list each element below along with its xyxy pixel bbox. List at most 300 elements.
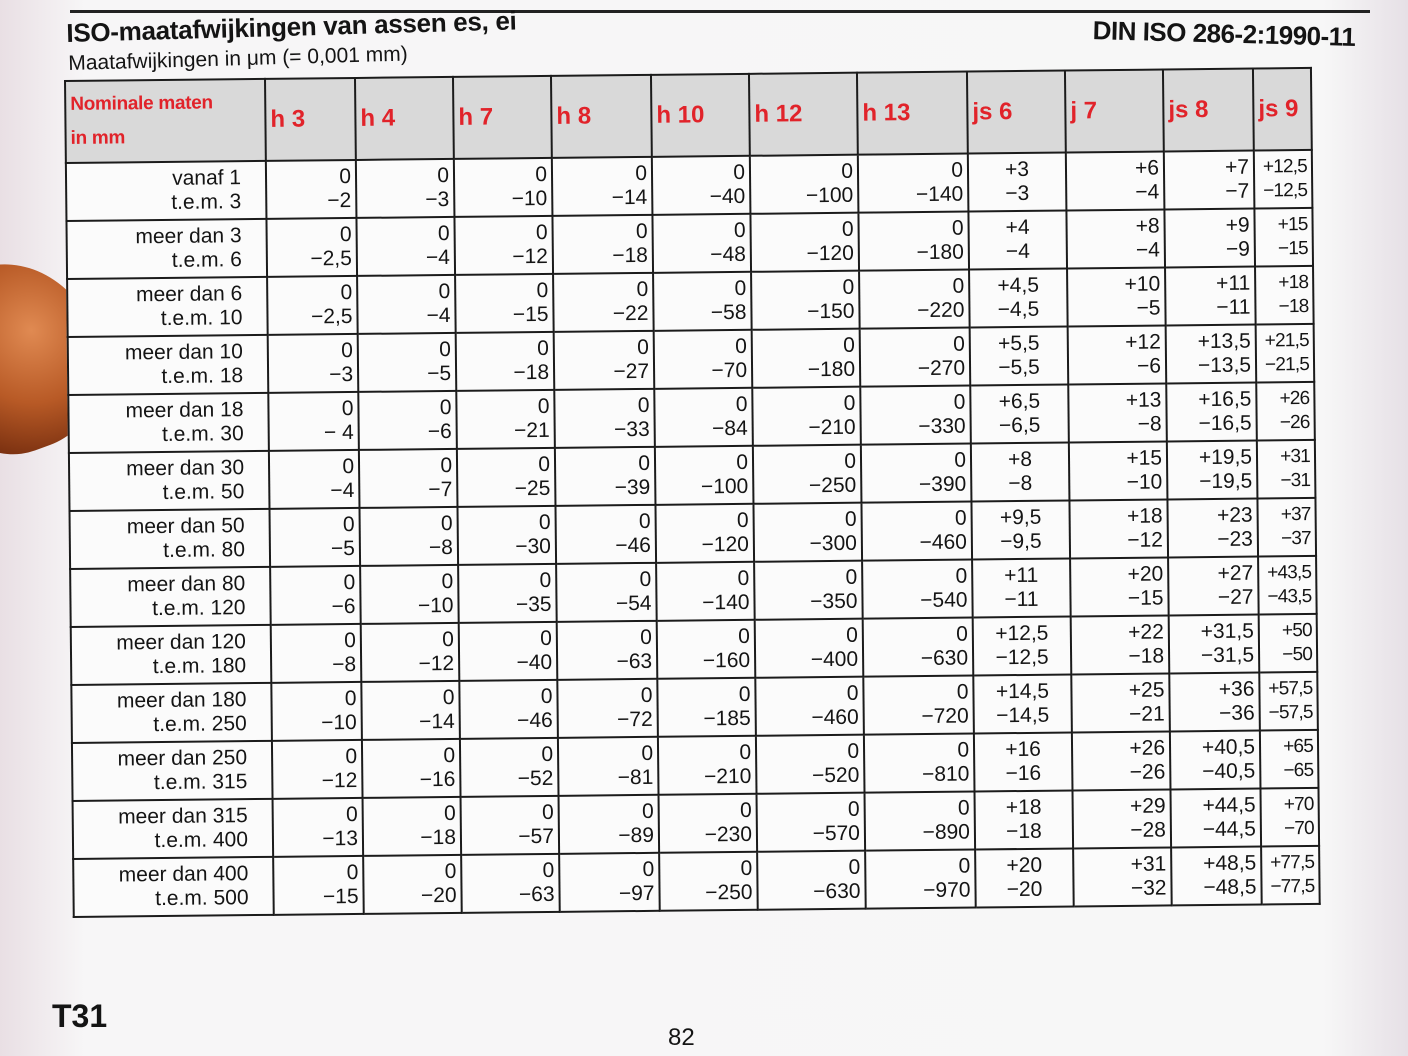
deviation-cell-h12 bbox=[750, 155, 859, 214]
nominal-size-range: meer dan 80 t.e.m. 120 bbox=[70, 567, 271, 627]
lower-deviation: −2,5 bbox=[310, 304, 353, 329]
lower-deviation: −70 bbox=[1283, 817, 1315, 840]
deviation-cell-js8 bbox=[1171, 847, 1262, 906]
deviation-cell-h12 bbox=[755, 619, 864, 678]
lower-deviation: −46 bbox=[615, 533, 652, 558]
upper-deviation: 0 bbox=[955, 564, 968, 588]
lower-deviation: −10 bbox=[321, 710, 357, 735]
upper-deviation: +12 bbox=[1125, 330, 1161, 354]
lower-deviation: −63 bbox=[616, 649, 653, 674]
deviation-cell-h13 bbox=[865, 792, 976, 851]
deviation-cell-h7 bbox=[455, 274, 554, 333]
upper-deviation: +5,5 bbox=[997, 331, 1040, 356]
lower-deviation: −21 bbox=[513, 418, 550, 443]
lower-deviation: −77,5 bbox=[1270, 875, 1315, 898]
lower-deviation: −50 bbox=[1282, 643, 1313, 666]
deviation-cell-h3 bbox=[268, 334, 359, 393]
table-code: T31 bbox=[52, 998, 108, 1034]
deviation-cell-js9 bbox=[1257, 440, 1316, 499]
header-h13: h 13 bbox=[857, 72, 968, 155]
lower-deviation: −44,5 bbox=[1202, 817, 1257, 842]
upper-deviation: 0 bbox=[441, 569, 454, 594]
tolerance-table bbox=[64, 67, 1321, 918]
upper-deviation: 0 bbox=[951, 216, 964, 240]
deviation-cell-h8 bbox=[559, 795, 660, 854]
upper-deviation: 0 bbox=[738, 624, 750, 648]
upper-deviation: 0 bbox=[540, 626, 552, 651]
upper-deviation: 0 bbox=[535, 162, 548, 187]
lower-deviation: −26 bbox=[1279, 411, 1310, 434]
lower-deviation: − 4 bbox=[323, 420, 354, 445]
lower-deviation: −12 bbox=[418, 651, 455, 676]
deviation-cell-h4 bbox=[359, 449, 458, 508]
lower-deviation: −4 bbox=[1135, 238, 1160, 262]
deviation-cell-js9 bbox=[1256, 382, 1315, 441]
lower-deviation: −32 bbox=[1130, 876, 1167, 900]
upper-deviation: 0 bbox=[538, 452, 551, 477]
upper-deviation: 0 bbox=[640, 683, 653, 707]
upper-deviation: +26 bbox=[1279, 387, 1310, 410]
deviation-cell-j7 bbox=[1070, 557, 1169, 616]
deviation-cell-j7 bbox=[1068, 325, 1167, 384]
nominal-size-range: meer dan 180 t.e.m. 250 bbox=[71, 683, 272, 743]
lower-deviation: −23 bbox=[1217, 527, 1253, 551]
deviation-cell-h10 bbox=[658, 736, 757, 795]
header-js6: js 6 bbox=[967, 71, 1066, 154]
deviation-cell-h10 bbox=[655, 504, 754, 563]
upper-deviation: 0 bbox=[344, 686, 357, 711]
deviation-cell-j7 bbox=[1072, 789, 1171, 848]
deviation-cell-js8 bbox=[1166, 383, 1257, 442]
upper-deviation: +18 bbox=[1126, 504, 1163, 528]
deviation-cell-js8 bbox=[1166, 325, 1257, 384]
lower-deviation: −10 bbox=[1126, 470, 1163, 494]
lower-deviation: −70 bbox=[711, 358, 748, 383]
upper-deviation: +18 bbox=[1278, 271, 1309, 294]
upper-deviation: +4,5 bbox=[997, 273, 1040, 298]
upper-deviation: +16,5 bbox=[1198, 387, 1252, 412]
deviation-cell-j7 bbox=[1068, 383, 1167, 442]
upper-deviation: +6 bbox=[1134, 156, 1160, 180]
upper-deviation: 0 bbox=[637, 393, 650, 418]
deviation-cell-h12 bbox=[757, 851, 866, 910]
upper-deviation: 0 bbox=[442, 685, 455, 710]
lower-deviation: −9 bbox=[1225, 237, 1250, 261]
lower-deviation: −630 bbox=[813, 879, 861, 904]
lower-deviation: −270 bbox=[917, 356, 966, 381]
upper-deviation: +7 bbox=[1224, 155, 1250, 179]
upper-deviation: +40,5 bbox=[1201, 735, 1256, 760]
upper-deviation: 0 bbox=[442, 627, 455, 652]
upper-deviation: 0 bbox=[740, 856, 753, 880]
deviation-cell-h8 bbox=[556, 563, 657, 622]
lower-deviation: −27 bbox=[613, 359, 650, 384]
upper-deviation: 0 bbox=[952, 274, 965, 298]
upper-deviation: 0 bbox=[845, 565, 858, 589]
deviation-cell-h13 bbox=[860, 328, 971, 387]
lower-deviation: −25 bbox=[514, 476, 551, 501]
deviation-cell-h8 bbox=[559, 853, 660, 912]
deviation-cell-js9 bbox=[1254, 208, 1313, 267]
upper-deviation: 0 bbox=[346, 860, 359, 885]
lower-deviation: −12 bbox=[321, 768, 358, 793]
upper-deviation: 0 bbox=[844, 507, 857, 531]
deviation-cell-js8 bbox=[1165, 267, 1256, 326]
lower-deviation: −33 bbox=[613, 417, 650, 442]
deviation-cell-h10 bbox=[659, 852, 758, 911]
deviation-cell-h8 bbox=[553, 273, 654, 332]
lower-deviation: −9,5 bbox=[1000, 529, 1042, 554]
lower-deviation: −180 bbox=[916, 240, 964, 265]
lower-deviation: −8 bbox=[428, 535, 454, 560]
deviation-cell-h12 bbox=[756, 735, 865, 794]
header-h4: h 4 bbox=[355, 77, 454, 160]
upper-deviation: 0 bbox=[541, 742, 554, 767]
deviation-cell-h4 bbox=[358, 333, 457, 392]
upper-deviation: +8 bbox=[1135, 214, 1160, 238]
lower-deviation: −10 bbox=[417, 593, 454, 618]
header-h3: h 3 bbox=[265, 78, 356, 161]
lower-deviation: −810 bbox=[921, 762, 970, 787]
nominal-size-range: meer dan 50 t.e.m. 80 bbox=[70, 509, 271, 569]
deviation-cell-h3 bbox=[272, 740, 363, 799]
lower-deviation: −6 bbox=[427, 419, 452, 444]
deviation-cell-js8 bbox=[1164, 151, 1255, 210]
deviation-cell-h3 bbox=[269, 450, 360, 509]
upper-deviation: 0 bbox=[537, 336, 549, 361]
lower-deviation: −4 bbox=[1135, 180, 1160, 204]
lower-deviation: −140 bbox=[915, 182, 964, 207]
upper-deviation: 0 bbox=[848, 855, 861, 879]
lower-deviation: −16 bbox=[1005, 761, 1042, 786]
upper-deviation: 0 bbox=[736, 508, 749, 532]
upper-deviation: 0 bbox=[536, 278, 549, 303]
deviation-cell-h7 bbox=[456, 390, 555, 449]
upper-deviation: 0 bbox=[847, 739, 860, 763]
upper-deviation: 0 bbox=[635, 219, 648, 244]
table-row bbox=[73, 846, 1320, 917]
lower-deviation: −18 bbox=[612, 243, 648, 268]
lower-deviation: −18 bbox=[1278, 295, 1309, 318]
upper-deviation: 0 bbox=[738, 682, 751, 706]
deviation-cell-h4 bbox=[358, 391, 457, 450]
deviation-cell-h4 bbox=[360, 565, 459, 624]
deviation-cell-js8 bbox=[1167, 441, 1258, 500]
lower-deviation: −28 bbox=[1130, 818, 1167, 842]
deviation-cell-h8 bbox=[557, 679, 658, 738]
upper-deviation: 0 bbox=[841, 217, 854, 241]
deviation-cell-h13 bbox=[859, 270, 970, 329]
upper-deviation: +3 bbox=[1004, 157, 1030, 182]
deviation-cell-js6 bbox=[968, 211, 1067, 270]
lower-deviation: −8 bbox=[332, 652, 357, 677]
deviation-cell-j7 bbox=[1067, 267, 1166, 326]
upper-deviation: +11 bbox=[1004, 563, 1039, 588]
upper-deviation: 0 bbox=[957, 738, 970, 762]
lower-deviation: −330 bbox=[918, 414, 966, 439]
upper-deviation: 0 bbox=[954, 448, 967, 472]
deviation-cell-js6 bbox=[975, 848, 1074, 907]
upper-deviation: 0 bbox=[344, 628, 357, 653]
top-rule bbox=[70, 0, 1370, 13]
deviation-cell-h13 bbox=[864, 734, 975, 793]
lower-deviation: −13,5 bbox=[1197, 353, 1252, 378]
header-js8: js 8 bbox=[1163, 69, 1254, 152]
upper-deviation: 0 bbox=[341, 338, 353, 363]
lower-deviation: −13 bbox=[322, 826, 359, 851]
upper-deviation: +25 bbox=[1128, 678, 1165, 702]
upper-deviation: 0 bbox=[739, 798, 752, 822]
deviation-cell-js6 bbox=[974, 732, 1073, 791]
upper-deviation: +65 bbox=[1283, 735, 1314, 758]
deviation-cell-js9 bbox=[1259, 672, 1318, 731]
upper-deviation: +23 bbox=[1216, 503, 1253, 527]
lower-deviation: −210 bbox=[703, 764, 752, 789]
lower-deviation: −720 bbox=[921, 704, 969, 729]
deviation-cell-h12 bbox=[750, 213, 859, 272]
upper-deviation: 0 bbox=[953, 390, 966, 414]
lower-deviation: −35 bbox=[515, 592, 552, 617]
deviation-cell-h10 bbox=[653, 272, 752, 331]
upper-deviation: 0 bbox=[343, 570, 356, 595]
deviation-cell-h8 bbox=[554, 331, 655, 390]
lower-deviation: −43,5 bbox=[1267, 585, 1312, 608]
upper-deviation: 0 bbox=[739, 740, 752, 764]
lower-deviation: −18 bbox=[420, 825, 457, 850]
upper-deviation: +11 bbox=[1215, 271, 1251, 295]
upper-deviation: +21,5 bbox=[1264, 329, 1309, 352]
deviation-cell-js8 bbox=[1167, 499, 1258, 558]
upper-deviation: 0 bbox=[339, 222, 352, 247]
deviation-cell-js9 bbox=[1261, 846, 1320, 905]
lower-deviation: −58 bbox=[710, 300, 747, 325]
deviation-cell-h7 bbox=[459, 622, 558, 681]
deviation-cell-h4 bbox=[359, 507, 458, 566]
deviation-cell-h13 bbox=[865, 850, 976, 909]
deviation-cell-js6 bbox=[973, 674, 1072, 733]
lower-deviation: −52 bbox=[517, 766, 554, 791]
deviation-cell-js8 bbox=[1168, 557, 1259, 616]
deviation-cell-h8 bbox=[557, 621, 658, 680]
deviation-cell-js6 bbox=[970, 327, 1069, 386]
deviation-cell-js8 bbox=[1164, 209, 1255, 268]
deviation-cell-js9 bbox=[1256, 324, 1315, 383]
lower-deviation: −65 bbox=[1283, 759, 1314, 782]
lower-deviation: −6 bbox=[331, 594, 356, 619]
deviation-cell-h7 bbox=[454, 216, 553, 275]
lower-deviation: −6,5 bbox=[998, 413, 1041, 438]
deviation-cell-h3 bbox=[270, 508, 361, 567]
nominal-size-range: meer dan 30 t.e.m. 50 bbox=[69, 451, 270, 511]
deviation-cell-h7 bbox=[458, 564, 557, 623]
deviation-cell-h7 bbox=[454, 158, 553, 217]
deviation-cell-h3 bbox=[266, 218, 357, 277]
lower-deviation: −630 bbox=[920, 646, 969, 671]
deviation-cell-h13 bbox=[861, 444, 972, 503]
deviation-cell-h3 bbox=[270, 566, 361, 625]
deviation-cell-h4 bbox=[356, 217, 455, 276]
upper-deviation: 0 bbox=[439, 337, 451, 362]
lower-deviation: −400 bbox=[810, 647, 859, 672]
lower-deviation: −31,5 bbox=[1200, 643, 1255, 668]
deviation-cell-h4 bbox=[356, 159, 455, 218]
lower-deviation: −4 bbox=[330, 478, 355, 503]
deviation-cell-h8 bbox=[555, 505, 656, 564]
deviation-cell-h4 bbox=[363, 797, 462, 856]
deviation-cell-j7 bbox=[1071, 615, 1170, 674]
upper-deviation: +15 bbox=[1126, 446, 1163, 470]
lower-deviation: −460 bbox=[811, 705, 859, 730]
upper-deviation: 0 bbox=[640, 625, 652, 649]
lower-deviation: −20 bbox=[1006, 877, 1043, 902]
page-title: ISO-maatafwijkingen van assen es, ei bbox=[66, 5, 517, 48]
deviation-cell-j7 bbox=[1066, 151, 1165, 210]
lower-deviation: −5 bbox=[1136, 296, 1161, 320]
lower-deviation: −14 bbox=[418, 709, 455, 734]
lower-deviation: −26 bbox=[1129, 760, 1166, 784]
deviation-cell-js9 bbox=[1260, 730, 1319, 789]
lower-deviation: −63 bbox=[518, 882, 555, 907]
upper-deviation: 0 bbox=[444, 859, 457, 884]
upper-deviation: 0 bbox=[440, 511, 453, 536]
upper-deviation: 0 bbox=[535, 220, 548, 245]
lower-deviation: −540 bbox=[920, 588, 968, 613]
upper-deviation: 0 bbox=[443, 743, 456, 768]
lower-deviation: −120 bbox=[701, 532, 750, 557]
lower-deviation: −12 bbox=[1127, 528, 1163, 552]
lower-deviation: −250 bbox=[705, 880, 753, 905]
deviation-cell-h13 bbox=[861, 502, 972, 561]
lower-deviation: −16,5 bbox=[1198, 411, 1252, 436]
deviation-cell-js6 bbox=[969, 269, 1068, 328]
deviation-cell-js6 bbox=[972, 558, 1071, 617]
upper-deviation: 0 bbox=[954, 506, 967, 530]
lower-deviation: −210 bbox=[808, 415, 856, 440]
lower-deviation: −4 bbox=[1005, 239, 1030, 264]
deviation-cell-js9 bbox=[1260, 788, 1319, 847]
deviation-cell-js6 bbox=[975, 790, 1074, 849]
upper-deviation: 0 bbox=[953, 332, 965, 356]
lower-deviation: −31 bbox=[1280, 469, 1311, 492]
lower-deviation: −16 bbox=[419, 767, 456, 792]
deviation-cell-h10 bbox=[655, 446, 754, 505]
lower-deviation: −3 bbox=[425, 187, 450, 212]
lower-deviation: −10 bbox=[511, 186, 548, 211]
upper-deviation: 0 bbox=[345, 802, 358, 827]
deviation-cell-h12 bbox=[751, 271, 860, 330]
deviation-cell-js6 bbox=[971, 500, 1070, 559]
deviation-cell-h12 bbox=[757, 793, 866, 852]
deviation-cell-js6 bbox=[973, 616, 1072, 675]
deviation-cell-h13 bbox=[860, 386, 971, 445]
deviation-cell-h8 bbox=[552, 157, 653, 216]
deviation-cell-js8 bbox=[1170, 789, 1261, 848]
deviation-cell-h12 bbox=[752, 387, 861, 446]
upper-deviation: +14,5 bbox=[995, 679, 1050, 704]
upper-deviation: 0 bbox=[846, 623, 858, 647]
lower-deviation: −12,5 bbox=[995, 645, 1049, 670]
deviation-cell-h10 bbox=[657, 620, 756, 679]
lower-deviation: −14,5 bbox=[996, 703, 1050, 728]
upper-deviation: 0 bbox=[843, 333, 855, 357]
upper-deviation: 0 bbox=[641, 799, 654, 823]
deviation-cell-h10 bbox=[659, 794, 758, 853]
upper-deviation: +18 bbox=[1005, 795, 1042, 820]
upper-deviation: 0 bbox=[345, 744, 358, 769]
standard-reference: DIN ISO 286-2:1990-11 bbox=[1092, 15, 1356, 52]
header-js9: js 9 bbox=[1253, 68, 1312, 151]
lower-deviation: −30 bbox=[515, 534, 552, 559]
upper-deviation: 0 bbox=[637, 335, 649, 360]
lower-deviation: −100 bbox=[700, 474, 749, 499]
deviation-cell-js6 bbox=[971, 442, 1070, 501]
deviation-cell-h4 bbox=[362, 739, 461, 798]
lower-deviation: −12 bbox=[512, 244, 548, 269]
lower-deviation: −120 bbox=[806, 241, 854, 266]
lower-deviation: −2,5 bbox=[310, 246, 353, 271]
lower-deviation: −84 bbox=[711, 416, 748, 441]
deviation-cell-js9 bbox=[1258, 556, 1317, 615]
lower-deviation: −5,5 bbox=[998, 355, 1040, 380]
lower-deviation: −150 bbox=[807, 299, 855, 324]
lower-deviation: −21,5 bbox=[1264, 353, 1310, 376]
lower-deviation: −11 bbox=[1216, 295, 1251, 319]
deviation-cell-h10 bbox=[652, 214, 751, 273]
header-nominal-sizes: Nominale maten in mm bbox=[65, 79, 266, 163]
upper-deviation: 0 bbox=[440, 453, 453, 478]
lower-deviation: −27 bbox=[1217, 585, 1254, 609]
lower-deviation: −160 bbox=[702, 648, 751, 673]
deviation-cell-h7 bbox=[457, 506, 556, 565]
upper-deviation: 0 bbox=[951, 158, 964, 182]
lower-deviation: −12,5 bbox=[1263, 179, 1308, 202]
deviation-cell-h10 bbox=[654, 330, 753, 389]
upper-deviation: +43,5 bbox=[1267, 561, 1312, 584]
deviation-cell-h4 bbox=[357, 275, 456, 334]
upper-deviation: 0 bbox=[642, 857, 655, 881]
page-subtitle: Maatafwijkingen in μm (= 0,001 mm) bbox=[68, 42, 408, 75]
lower-deviation: −15 bbox=[512, 302, 549, 327]
deviation-cell-h7 bbox=[460, 738, 559, 797]
nominal-size-range: meer dan 10 t.e.m. 18 bbox=[68, 335, 269, 395]
upper-deviation: 0 bbox=[340, 280, 353, 305]
deviation-cell-h10 bbox=[656, 562, 755, 621]
deviation-cell-js6 bbox=[970, 385, 1069, 444]
deviation-cell-h8 bbox=[554, 389, 655, 448]
lower-deviation: −350 bbox=[810, 589, 858, 614]
lower-deviation: −3 bbox=[329, 362, 354, 387]
upper-deviation: 0 bbox=[635, 161, 648, 186]
upper-deviation: 0 bbox=[443, 801, 456, 826]
lower-deviation: −300 bbox=[809, 531, 858, 556]
upper-deviation: 0 bbox=[438, 279, 451, 304]
upper-deviation: +48,5 bbox=[1203, 851, 1257, 876]
upper-deviation: 0 bbox=[735, 392, 748, 416]
upper-deviation: 0 bbox=[733, 218, 746, 242]
upper-deviation: +6,5 bbox=[998, 389, 1041, 414]
lower-deviation: −230 bbox=[704, 822, 753, 847]
deviation-cell-h8 bbox=[552, 215, 653, 274]
upper-deviation: +8 bbox=[1007, 447, 1033, 472]
lower-deviation: −97 bbox=[618, 881, 655, 906]
lower-deviation: −18 bbox=[513, 360, 550, 385]
upper-deviation: 0 bbox=[638, 451, 651, 476]
nominal-size-range: meer dan 120 t.e.m. 180 bbox=[71, 625, 272, 685]
upper-deviation: 0 bbox=[341, 396, 354, 421]
upper-deviation: 0 bbox=[540, 684, 553, 709]
lower-deviation: −140 bbox=[702, 590, 750, 615]
lower-deviation: −250 bbox=[808, 473, 857, 498]
